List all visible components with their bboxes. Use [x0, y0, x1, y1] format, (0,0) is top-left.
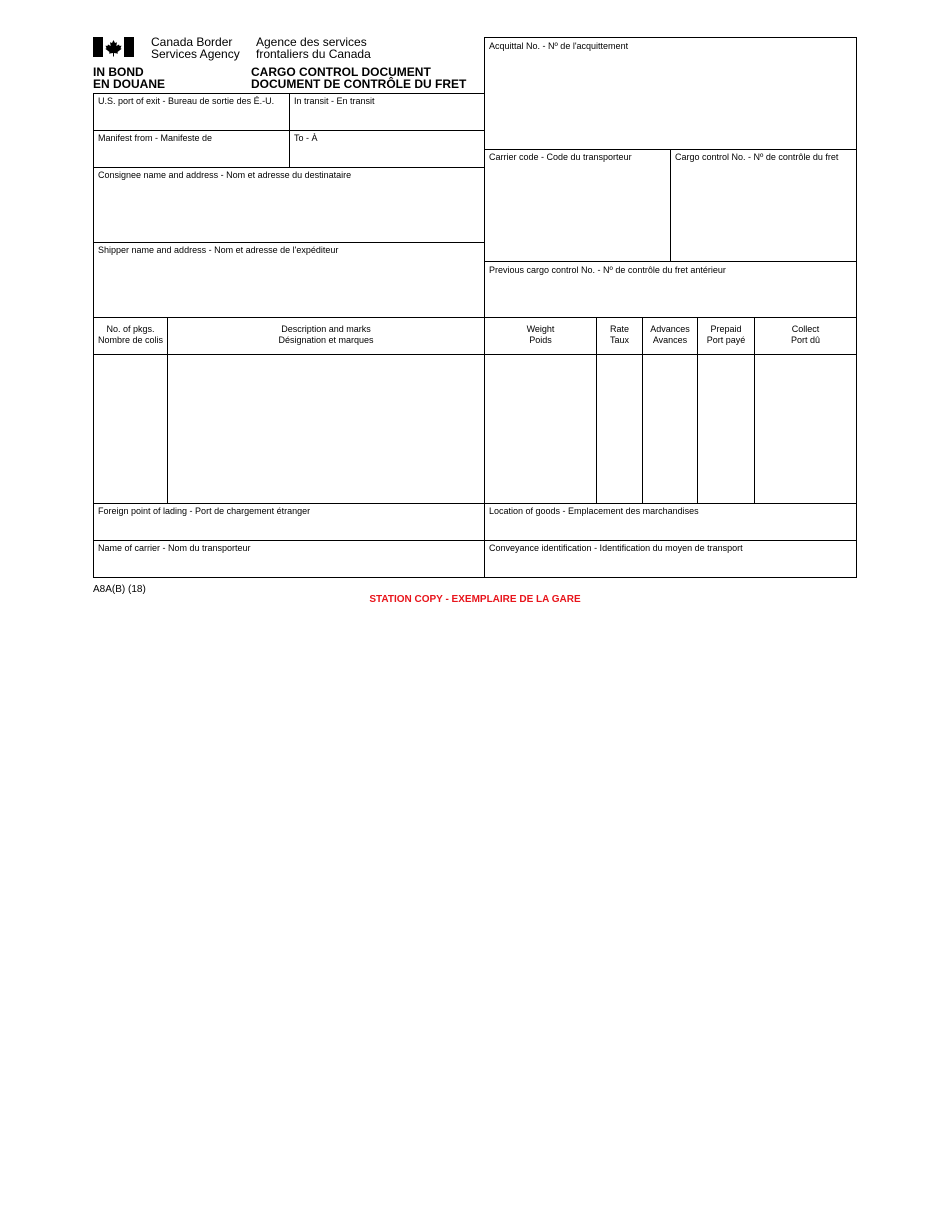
to-field[interactable]	[289, 130, 485, 168]
col-header-prepaid	[697, 317, 755, 355]
in-transit-field[interactable]	[289, 93, 485, 131]
agency-name-en-line2: Services Agency	[151, 47, 240, 61]
col-prepaid-fr: Port payé	[706, 335, 746, 345]
previous-cargo-field[interactable]	[484, 261, 857, 318]
col-header-description	[167, 317, 485, 355]
in-bond-fr: EN DOUANE	[93, 77, 166, 91]
description-input[interactable]	[167, 354, 485, 504]
foreign-lading-field[interactable]	[93, 503, 485, 541]
col-header-collect	[754, 317, 857, 355]
carrier-code-label: Carrier code - Code du transporteur	[489, 152, 632, 162]
col-weight-en: Weight	[526, 324, 555, 334]
acquittal-label: Acquittal No. - Nº de l'acquittement	[489, 41, 629, 51]
col-header-packages	[93, 317, 168, 355]
us-port-label: U.S. port of exit - Bureau de sortie des É.-U.	[98, 96, 275, 106]
acquittal-field[interactable]	[484, 37, 857, 150]
col-advances-en: Advances	[650, 324, 690, 334]
col-header-weight	[484, 317, 597, 355]
station-copy-label: STATION COPY - EXEMPLAIRE DE LA GARE	[369, 594, 581, 605]
packages-input[interactable]	[93, 354, 168, 504]
document-title	[251, 66, 466, 90]
carrier-name-field[interactable]	[93, 540, 485, 578]
carrier-code-field[interactable]	[484, 149, 671, 262]
col-weight-fr: Poids	[529, 335, 552, 345]
canada-flag-icon	[93, 37, 134, 57]
agency-name-en	[151, 36, 240, 60]
advances-input[interactable]	[642, 354, 698, 504]
rate-input[interactable]	[596, 354, 643, 504]
manifest-from-field[interactable]	[93, 130, 290, 168]
col-header-advances	[642, 317, 698, 355]
cargo-control-field[interactable]	[670, 149, 857, 262]
col-advances-fr: Avances	[652, 335, 688, 345]
col-rate-fr: Taux	[609, 335, 629, 345]
form-code: A8A(B) (18)	[93, 584, 146, 595]
carrier-name-label: Name of carrier - Nom du transporteur	[98, 543, 251, 553]
to-label: To - À	[294, 133, 318, 143]
us-port-field[interactable]	[93, 93, 290, 131]
previous-cargo-label: Previous cargo control No. - Nº de contrôle du fret antérieur	[489, 265, 726, 275]
col-rate-en: Rate	[609, 324, 629, 334]
conveyance-field[interactable]	[484, 540, 857, 578]
col-collect-en: Collect	[791, 324, 820, 334]
in-transit-label: In transit - En transit	[294, 96, 375, 106]
location-goods-label: Location of goods - Emplacement des marchandises	[489, 506, 699, 516]
col-packages-en: No. of pkgs.	[106, 324, 155, 334]
document-title-fr: DOCUMENT DE CONTRÔLE DU FRET	[251, 77, 467, 91]
col-collect-fr: Port dû	[790, 335, 821, 345]
col-description-fr: Désignation et marques	[278, 335, 374, 345]
location-goods-field[interactable]	[484, 503, 857, 541]
col-packages-fr: Nombre de colis	[97, 335, 164, 345]
consignee-label: Consignee name and address - Nom et adresse du destinataire	[98, 170, 352, 180]
collect-input[interactable]	[754, 354, 857, 504]
in-bond-en: IN BOND	[93, 65, 144, 79]
shipper-label: Shipper name and address - Nom et adresse de l'expéditeur	[98, 245, 339, 255]
conveyance-label: Conveyance identification - Identification du moyen de transport	[489, 543, 743, 553]
foreign-lading-label: Foreign point of lading - Port de chargement étranger	[98, 506, 311, 516]
weight-input[interactable]	[484, 354, 597, 504]
document-title-en: CARGO CONTROL DOCUMENT	[251, 65, 431, 79]
agency-name-fr-line1: Agence des services	[256, 35, 367, 49]
cargo-control-label: Cargo control No. - Nº de contrôle du fret	[675, 152, 839, 162]
consignee-field[interactable]	[93, 167, 485, 243]
agency-name-fr-line2: frontaliers du Canada	[256, 47, 371, 61]
col-header-rate	[596, 317, 643, 355]
col-prepaid-en: Prepaid	[710, 324, 742, 334]
agency-name-en-line1: Canada Border	[151, 35, 233, 49]
col-description-en: Description and marks	[281, 324, 371, 334]
agency-name-fr	[256, 36, 371, 60]
manifest-from-label: Manifest from - Manifeste de	[98, 133, 213, 143]
shipper-field[interactable]	[93, 242, 485, 318]
prepaid-input[interactable]	[697, 354, 755, 504]
in-bond-label	[93, 66, 165, 90]
